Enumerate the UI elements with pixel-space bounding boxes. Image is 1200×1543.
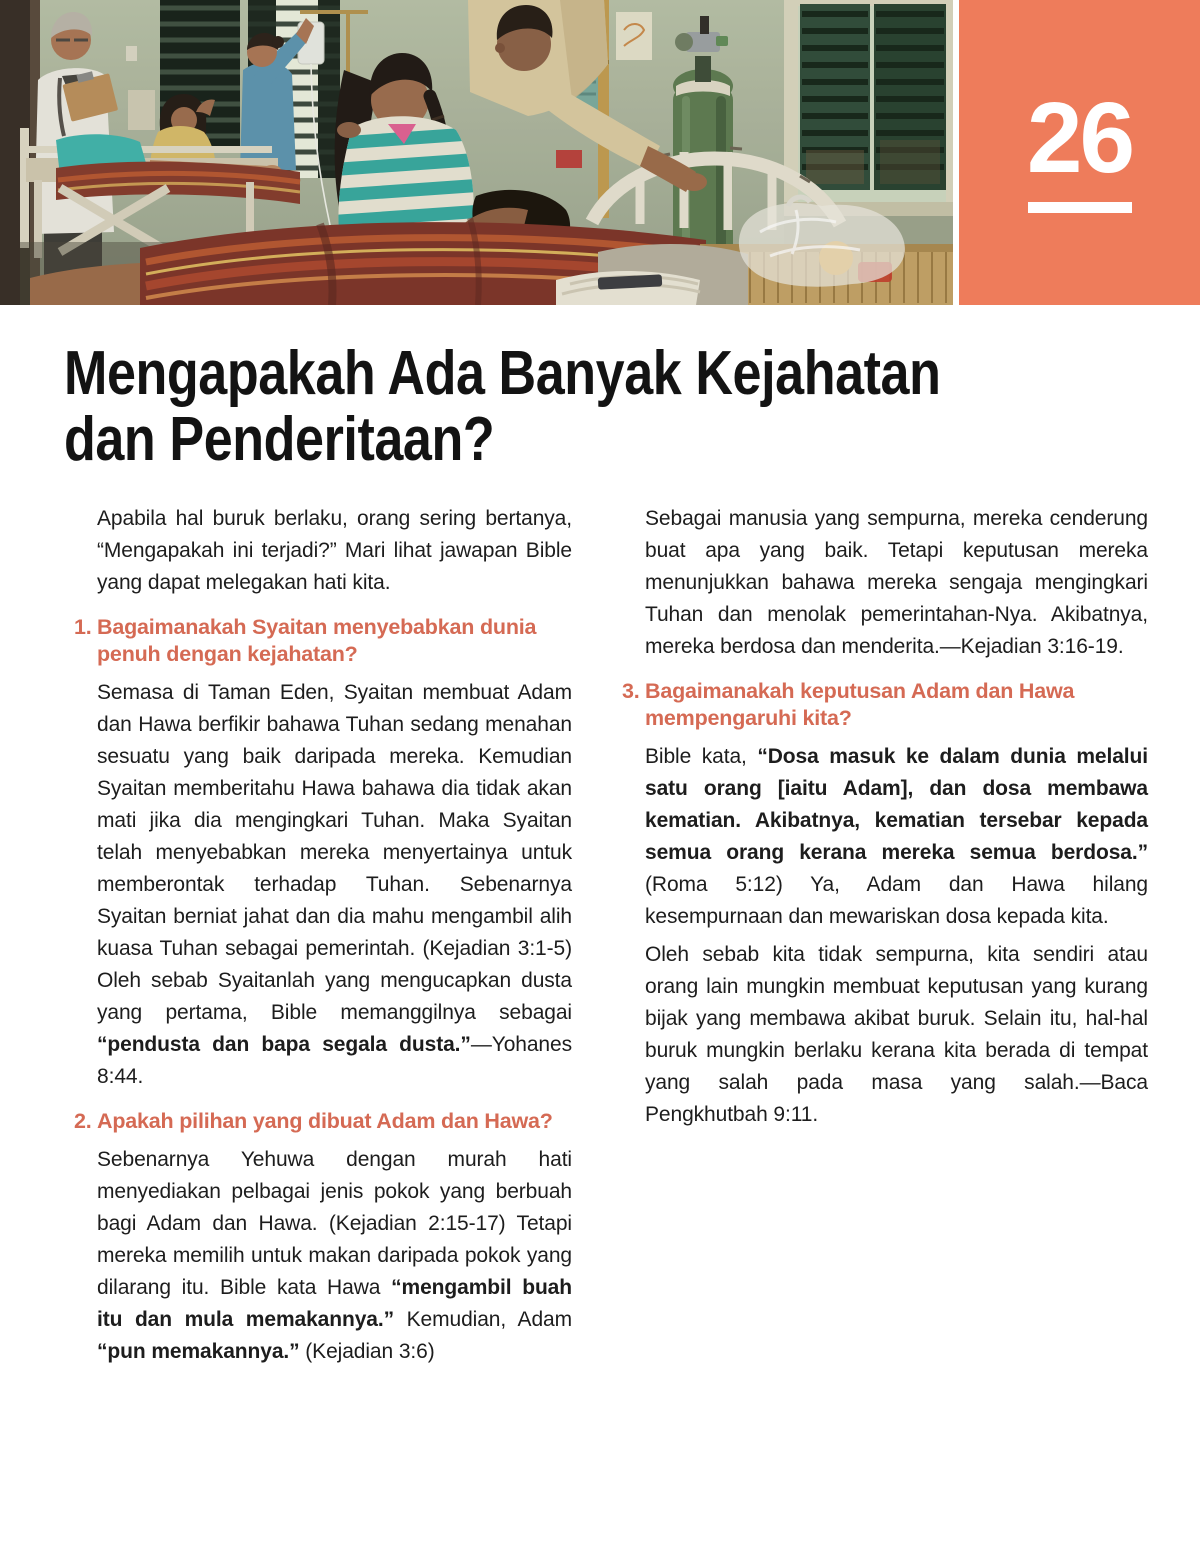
lesson-number-badge bbox=[959, 0, 1200, 305]
answer-1-paragraph: Semasa di Taman Eden, Syaitan membuat Adam dan Hawa berfikir bahawa Tuhan sedang menahan sesuatu yang baik daripada mereka. Kemudian Syaitan memberitahu Hawa bahawa dia tidak akan mati jika dia mengingkari Tuhan. Maka Syaitan telah menyebabkan mereka menyertainya untuk memberontak terhadap Tuhan. Sebenarnya Syaitan berniat jahat dan dia mahu mengambil alih kuasa Tuhan sebagai pemerintah. (Kejadian 3:1-5) Oleh sebab Syaitanlah yang mengucapkan dusta yang pertama, Bible memanggilnya sebagai “pendusta dan bapa segala dusta.”—Yohanes 8:44. bbox=[97, 681, 572, 1088]
question-1-number: 1. bbox=[74, 615, 92, 639]
question-2-text: Apakah pilihan yang dibuat Adam dan Hawa? bbox=[97, 1109, 553, 1133]
answer-4-paragraph: Oleh sebab kita tidak sempurna, kita sendiri atau orang lain mungkin membuat keputusan yang kurang bijak yang membawa akibat buruk. Selain itu, hal-hal buruk mungkin berlaku kerana kita berada di tempat yang salah pada masa yang salah.—Baca Pengkhutbah 9:11. bbox=[645, 943, 1148, 1126]
question-2-heading bbox=[74, 1108, 572, 1135]
article-columns bbox=[73, 503, 1148, 1368]
hospital-ward-scene-photo bbox=[0, 0, 953, 305]
question-3-heading bbox=[622, 678, 1148, 732]
lesson-number: 26 bbox=[1026, 82, 1133, 194]
answer-2-continued-paragraph: Sebagai manusia yang sempurna, mereka cenderung buat apa yang baik. Tetapi keputusan mereka menunjukkan bahawa mereka sengaja mengingkari Tuhan dan menolak pemerintahan-Nya. Akibatnya, mereka berdosa dan menderita.—Kejadian 3:16-19. bbox=[645, 507, 1148, 658]
left-column bbox=[73, 503, 572, 1368]
hero-header bbox=[0, 0, 1200, 305]
question-3-text: Bagaimanakah keputusan Adam dan Hawa mempengaruhi kita? bbox=[645, 679, 1075, 730]
question-1-heading bbox=[74, 614, 572, 668]
answer-3-paragraph: Bible kata, “Dosa masuk ke dalam dunia melalui satu orang [iaitu Adam], dan dosa membawa kematian. Akibatnya, kematian tersebar kepada semua orang kerana mereka semua berdosa.” (Roma 5:12) Ya, Adam dan Hawa hilang kesempurnaan dan mewariskan dosa kepada kita. bbox=[645, 745, 1148, 928]
right-column bbox=[621, 503, 1148, 1368]
question-2-number: 2. bbox=[74, 1109, 92, 1133]
question-1-text: Bagaimanakah Syaitan menyebabkan dunia penuh dengan kejahatan? bbox=[97, 615, 537, 666]
hospital-ward-illustration bbox=[0, 0, 953, 305]
question-3-number: 3. bbox=[622, 679, 640, 703]
intro-paragraph: Apabila hal buruk berlaku, orang sering bertanya, “Mengapakah ini terjadi?” Mari lihat jawapan Bible yang dapat melegakan hati kita. bbox=[97, 507, 572, 594]
answer-2-paragraph: Sebenarnya Yehuwa dengan murah hati menyediakan pelbagai jenis pokok yang berbuah bagi Adam dan Hawa. (Kejadian 2:15-17) Tetapi mereka memilih untuk makan daripada pokok yang dilarang itu. Bible kata Hawa “mengambil buah itu dan mula memakannya.” Kemudian, Adam “pun memakannya.” (Kejadian 3:6) bbox=[97, 1148, 573, 1363]
page-title-line1: Mengapakah Ada Banyak Kejahatan bbox=[64, 339, 941, 408]
lesson-number-underline bbox=[1028, 202, 1132, 213]
page-title bbox=[64, 341, 1200, 473]
page-title-line2: dan Penderitaan? bbox=[64, 405, 495, 474]
